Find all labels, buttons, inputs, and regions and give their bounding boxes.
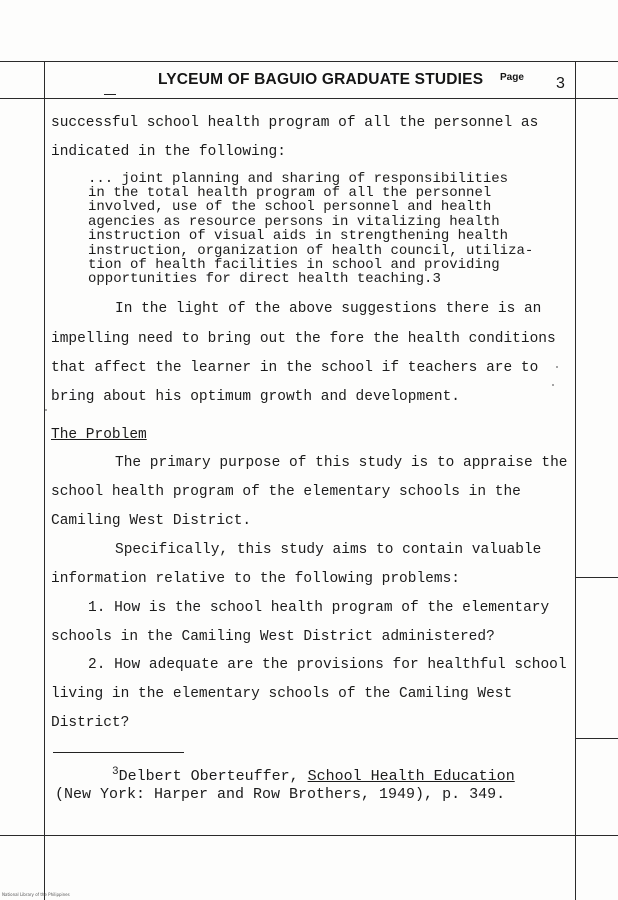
quote-line: instruction of visual aids in strengthening health [88,228,509,244]
body-line: In the light of the above suggestions there is an [115,301,542,317]
quote-line: tion of health facilities in school and providing [88,257,500,273]
right-tick-2 [576,738,618,739]
microfilm-caption: National Library of the Philippines [2,892,70,897]
left-margin-rule [44,61,45,900]
page-title: LYCEUM OF BAGUIO GRADUATE STUDIES [158,71,484,88]
page-number: 3 [556,75,565,92]
right-margin-rule [575,61,576,900]
body-line: school health program of the elementary schools in the [51,484,521,500]
quote-line: agencies as resource persons in vitalizing health [88,214,500,230]
right-tick-1 [576,577,618,578]
footnote-separator [53,752,184,753]
scan-speck [556,366,558,368]
body-line: bring about his optimum growth and development. [51,389,460,405]
body-line: information relative to the following problems: [51,571,460,587]
footnote-author: Delbert Oberteuffer, [118,768,299,785]
body-line: that affect the learner in the school if teachers are to [51,360,539,376]
quote-line: in the total health program of all the personnel [88,185,492,201]
top-rule [0,61,618,62]
body-line: indicated in the following: [51,144,286,160]
problem-item: District? [51,715,130,731]
scan-speck [45,409,47,411]
problem-item: schools in the Camiling West District administered? [51,629,495,645]
body-line: successful school health program of all the personnel as [51,115,539,131]
section-heading: The Problem [51,427,147,443]
problem-item: 1. How is the school health program of the elementary [88,600,550,616]
problem-item: 2. How adequate are the provisions for healthful school [88,657,567,673]
body-line: Camiling West District. [51,513,252,529]
quote-line: involved, use of the school personnel and health [88,199,492,215]
body-line: Specifically, this study aims to contain valuable [115,542,542,558]
quote-line: ... joint planning and sharing of responsibilities [88,171,509,187]
footnote-marker: 3 [112,766,119,778]
footnote-citation [112,768,515,785]
footnote-publication: (New York: Harper and Row Brothers, 1949), p. 349. [55,786,506,803]
quote-line: instruction, organization of health council, utiliza- [88,243,534,259]
page-label: Page [500,72,524,83]
header-dash-mark [104,94,116,95]
body-line: The primary purpose of this study is to appraise the [115,455,568,471]
scan-speck [552,384,554,386]
problem-item: living in the elementary schools of the Camiling West [51,686,513,702]
quote-line: opportunities for direct health teaching.3 [88,271,441,287]
bottom-rule [0,835,618,836]
header-rule [0,98,618,99]
footnote-title: School Health Education [307,768,515,785]
body-line: impelling need to bring out the fore the health conditions [51,331,556,347]
